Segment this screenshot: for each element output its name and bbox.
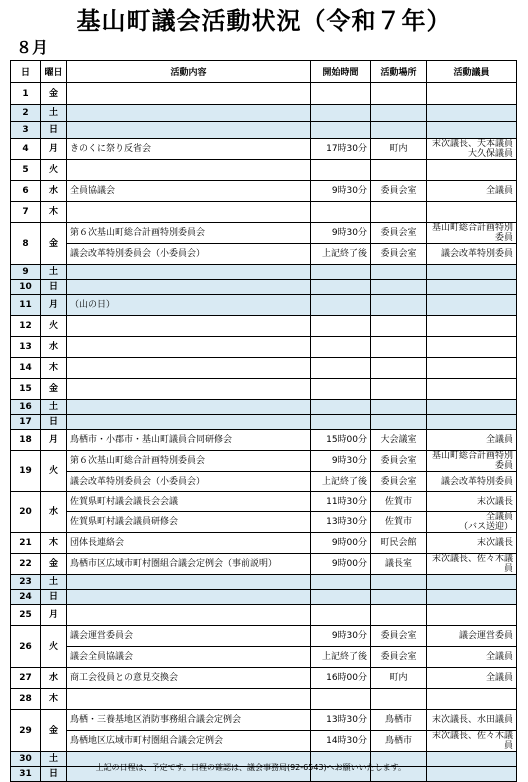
place-cell — [371, 105, 427, 122]
day-cell: 6 — [11, 181, 41, 202]
place-cell: 町民会館 — [371, 533, 427, 554]
table-row — [11, 105, 517, 122]
day-cell: 26 — [11, 626, 41, 668]
members-cell — [427, 122, 517, 139]
table-row — [11, 83, 517, 105]
activity-cell — [67, 689, 311, 710]
day-cell: 14 — [11, 358, 41, 379]
weekday-cell: 日 — [41, 767, 67, 782]
table-row — [11, 451, 517, 472]
table-row — [11, 358, 517, 379]
place-cell: 委員会室 — [371, 181, 427, 202]
table-row — [11, 492, 517, 512]
weekday-cell: 月 — [41, 295, 67, 316]
table-row — [11, 605, 517, 626]
schedule-body — [11, 83, 517, 782]
members-cell — [427, 358, 517, 379]
members-cell — [427, 337, 517, 358]
table-row — [11, 689, 517, 710]
members-cell — [427, 400, 517, 415]
table-row — [11, 181, 517, 202]
header-place: 活動場所 — [371, 61, 427, 83]
table-row — [11, 575, 517, 590]
members-cell — [427, 280, 517, 295]
start-time-cell: 13時30分 — [311, 710, 371, 731]
members-cell — [427, 316, 517, 337]
activity-cell: 第６次基山町総合計画特別委員会 — [67, 223, 311, 244]
place-cell — [371, 415, 427, 430]
weekday-cell: 土 — [41, 400, 67, 415]
weekday-cell: 土 — [41, 752, 67, 767]
table-row — [11, 668, 517, 689]
day-cell: 31 — [11, 767, 41, 782]
table-row — [11, 244, 517, 265]
members-cell: 議会改革特別委員 — [427, 472, 517, 492]
day-cell: 18 — [11, 430, 41, 451]
day-cell: 1 — [11, 83, 41, 105]
members-cell: 末次議長、水田議員 — [427, 710, 517, 731]
table-row — [11, 590, 517, 605]
place-cell — [371, 202, 427, 223]
place-cell: 佐賀市 — [371, 512, 427, 533]
members-cell — [427, 767, 517, 782]
members-cell — [427, 265, 517, 280]
start-time-cell — [311, 83, 371, 105]
weekday-cell: 月 — [41, 139, 67, 160]
activity-cell: 議会改革特別委員会（小委員会） — [67, 244, 311, 265]
table-row — [11, 316, 517, 337]
activity-cell — [67, 337, 311, 358]
weekday-cell: 水 — [41, 337, 67, 358]
weekday-cell: 火 — [41, 451, 67, 492]
place-cell — [371, 575, 427, 590]
place-cell: 鳥栖市 — [371, 710, 427, 731]
start-time-cell — [311, 295, 371, 316]
table-row — [11, 337, 517, 358]
activity-cell: 鳥栖・三養基地区消防事務組合議会定例会 — [67, 710, 311, 731]
weekday-cell: 火 — [41, 316, 67, 337]
start-time-cell: 17時30分 — [311, 139, 371, 160]
start-time-cell — [311, 105, 371, 122]
place-cell — [371, 316, 427, 337]
activity-cell — [67, 400, 311, 415]
place-cell — [371, 83, 427, 105]
table-row — [11, 202, 517, 223]
header-start-time: 開始時間 — [311, 61, 371, 83]
members-cell — [427, 202, 517, 223]
activity-cell — [67, 590, 311, 605]
activity-cell — [67, 160, 311, 181]
start-time-cell — [311, 605, 371, 626]
activity-cell: 佐賀県町村議会議長会会議 — [67, 492, 311, 512]
members-cell: 議会運営委員 — [427, 626, 517, 647]
members-cell — [427, 160, 517, 181]
start-time-cell: 上記終了後 — [311, 472, 371, 492]
place-cell — [371, 590, 427, 605]
table-row — [11, 265, 517, 280]
members-cell — [427, 415, 517, 430]
activity-cell — [67, 358, 311, 379]
table-row — [11, 280, 517, 295]
day-cell: 13 — [11, 337, 41, 358]
place-cell — [371, 280, 427, 295]
table-row — [11, 223, 517, 244]
page-title: 基山町議会活動状況（令和７年） — [76, 7, 452, 35]
start-time-cell — [311, 575, 371, 590]
day-cell: 22 — [11, 554, 41, 575]
members-cell: 末次議長 — [427, 533, 517, 554]
day-cell: 19 — [11, 451, 41, 492]
activity-cell: 全員協議会 — [67, 181, 311, 202]
table-header-row — [11, 61, 517, 83]
members-cell: 全議員 — [427, 430, 517, 451]
members-cell — [427, 575, 517, 590]
day-cell: 29 — [11, 710, 41, 752]
start-time-cell: 14時30分 — [311, 731, 371, 752]
start-time-cell — [311, 379, 371, 400]
activity-cell: 議会全員協議会 — [67, 647, 311, 668]
weekday-cell: 日 — [41, 280, 67, 295]
start-time-cell — [311, 337, 371, 358]
members-cell: 議会改革特別委員 — [427, 244, 517, 265]
activity-cell: きのくに祭り反省会 — [67, 139, 311, 160]
day-cell: 2 — [11, 105, 41, 122]
weekday-cell: 土 — [41, 265, 67, 280]
month-label: ８月 — [16, 38, 49, 57]
weekday-cell: 金 — [41, 379, 67, 400]
start-time-cell: 9時30分 — [311, 223, 371, 244]
members-cell: 全議員 — [427, 181, 517, 202]
activity-cell: 商工会役員との意見交換会 — [67, 668, 311, 689]
activity-cell — [67, 83, 311, 105]
members-cell — [427, 295, 517, 316]
table-row — [11, 626, 517, 647]
table-row — [11, 400, 517, 415]
day-cell: 30 — [11, 752, 41, 767]
start-time-cell — [311, 689, 371, 710]
table-row — [11, 533, 517, 554]
activity-cell — [67, 605, 311, 626]
place-cell — [371, 400, 427, 415]
members-cell: 全議員 （バス送迎） — [427, 512, 517, 533]
weekday-cell: 土 — [41, 575, 67, 590]
start-time-cell — [311, 400, 371, 415]
members-cell — [427, 590, 517, 605]
activity-cell — [67, 415, 311, 430]
table-row — [11, 647, 517, 668]
members-cell — [427, 689, 517, 710]
start-time-cell — [311, 415, 371, 430]
footer-note: 上記の日程は、予定です。日程の確認は、議会事務局(92-6543)へお願いいたします。 — [95, 763, 406, 772]
start-time-cell: 9時00分 — [311, 554, 371, 575]
place-cell: 佐賀市 — [371, 492, 427, 512]
activity-cell — [67, 265, 311, 280]
weekday-cell: 日 — [41, 590, 67, 605]
weekday-cell: 金 — [41, 554, 67, 575]
table-row — [11, 472, 517, 492]
place-cell: 鳥栖市 — [371, 731, 427, 752]
day-cell: 16 — [11, 400, 41, 415]
day-cell: 5 — [11, 160, 41, 181]
day-cell: 11 — [11, 295, 41, 316]
place-cell: 町内 — [371, 668, 427, 689]
start-time-cell: 9時30分 — [311, 451, 371, 472]
members-cell — [427, 605, 517, 626]
day-cell: 17 — [11, 415, 41, 430]
start-time-cell — [311, 316, 371, 337]
start-time-cell: 9時30分 — [311, 181, 371, 202]
weekday-cell: 火 — [41, 626, 67, 668]
weekday-cell: 水 — [41, 492, 67, 533]
start-time-cell: 11時30分 — [311, 492, 371, 512]
start-time-cell: 9時00分 — [311, 533, 371, 554]
start-time-cell — [311, 358, 371, 379]
start-time-cell: 9時30分 — [311, 626, 371, 647]
activity-cell: 第６次基山町総合計画特別委員会 — [67, 451, 311, 472]
activity-cell: 鳥栖地区広域市町村圏組合議会定例会 — [67, 731, 311, 752]
start-time-cell: 13時30分 — [311, 512, 371, 533]
schedule-table — [10, 60, 517, 782]
place-cell: 議長室 — [371, 554, 427, 575]
weekday-cell: 水 — [41, 668, 67, 689]
table-row — [11, 122, 517, 139]
activity-cell: 佐賀県町村議会議員研修会 — [67, 512, 311, 533]
start-time-cell: 16時00分 — [311, 668, 371, 689]
activity-cell — [67, 122, 311, 139]
day-cell: 24 — [11, 590, 41, 605]
activity-cell: 鳥栖市・小郡市・基山町議員合同研修会 — [67, 430, 311, 451]
day-cell: 28 — [11, 689, 41, 710]
activity-cell — [67, 379, 311, 400]
activity-cell: 鳥栖市区広域市町村圏組合議会定例会（事前説明） — [67, 554, 311, 575]
activity-cell: （山の日） — [67, 295, 311, 316]
weekday-cell: 日 — [41, 415, 67, 430]
place-cell: 委員会室 — [371, 626, 427, 647]
members-cell — [427, 379, 517, 400]
start-time-cell — [311, 265, 371, 280]
place-cell: 委員会室 — [371, 244, 427, 265]
members-cell — [427, 83, 517, 105]
day-cell: 8 — [11, 223, 41, 265]
activity-cell — [67, 280, 311, 295]
day-cell: 23 — [11, 575, 41, 590]
place-cell — [371, 337, 427, 358]
activity-cell: 議会運営委員会 — [67, 626, 311, 647]
start-time-cell: 15時00分 — [311, 430, 371, 451]
weekday-cell: 土 — [41, 105, 67, 122]
members-cell: 末次議長、天本議員 大久保議員 — [427, 139, 517, 160]
activity-cell — [67, 202, 311, 223]
header-members: 活動議員 — [427, 61, 517, 83]
place-cell: 委員会室 — [371, 472, 427, 492]
weekday-cell: 月 — [41, 430, 67, 451]
day-cell: 25 — [11, 605, 41, 626]
table-row — [11, 415, 517, 430]
activity-cell: 団体長連絡会 — [67, 533, 311, 554]
place-cell: 委員会室 — [371, 647, 427, 668]
place-cell — [371, 265, 427, 280]
place-cell: 町内 — [371, 139, 427, 160]
weekday-cell: 火 — [41, 160, 67, 181]
weekday-cell: 木 — [41, 358, 67, 379]
members-cell: 全議員 — [427, 668, 517, 689]
table-row — [11, 731, 517, 752]
members-cell: 基山町総合計画特別委員 — [427, 223, 517, 244]
place-cell — [371, 358, 427, 379]
day-cell: 10 — [11, 280, 41, 295]
start-time-cell: 上記終了後 — [311, 244, 371, 265]
day-cell: 12 — [11, 316, 41, 337]
start-time-cell — [311, 280, 371, 295]
table-row — [11, 430, 517, 451]
day-cell: 4 — [11, 139, 41, 160]
place-cell — [371, 605, 427, 626]
weekday-cell: 木 — [41, 202, 67, 223]
weekday-cell: 金 — [41, 83, 67, 105]
start-time-cell — [311, 160, 371, 181]
day-cell: 15 — [11, 379, 41, 400]
header-day: 日 — [11, 61, 41, 83]
weekday-cell: 日 — [41, 122, 67, 139]
members-cell — [427, 752, 517, 767]
table-row — [11, 512, 517, 533]
activity-cell — [67, 575, 311, 590]
place-cell — [371, 689, 427, 710]
activity-cell — [67, 105, 311, 122]
members-cell: 末次議長 — [427, 492, 517, 512]
header-weekday: 曜日 — [41, 61, 67, 83]
header-activity: 活動内容 — [67, 61, 311, 83]
table-row — [11, 554, 517, 575]
place-cell: 委員会室 — [371, 223, 427, 244]
day-cell: 27 — [11, 668, 41, 689]
start-time-cell — [311, 202, 371, 223]
activity-cell — [67, 316, 311, 337]
weekday-cell: 水 — [41, 181, 67, 202]
place-cell — [371, 379, 427, 400]
place-cell: 大会議室 — [371, 430, 427, 451]
weekday-cell: 木 — [41, 533, 67, 554]
members-cell: 全議員 — [427, 647, 517, 668]
start-time-cell — [311, 590, 371, 605]
day-cell: 20 — [11, 492, 41, 533]
place-cell — [371, 122, 427, 139]
day-cell: 9 — [11, 265, 41, 280]
members-cell: 末次議長、佐々木議員 — [427, 731, 517, 752]
table-row — [11, 710, 517, 731]
table-row — [11, 160, 517, 181]
place-cell — [371, 160, 427, 181]
weekday-cell: 木 — [41, 689, 67, 710]
start-time-cell — [311, 122, 371, 139]
members-cell — [427, 105, 517, 122]
table-row — [11, 139, 517, 160]
members-cell: 基山町総合計画特別委員 — [427, 451, 517, 472]
activity-cell: 議会改革特別委員会（小委員会） — [67, 472, 311, 492]
day-cell: 7 — [11, 202, 41, 223]
table-row — [11, 379, 517, 400]
start-time-cell: 上記終了後 — [311, 647, 371, 668]
weekday-cell: 金 — [41, 223, 67, 265]
day-cell: 3 — [11, 122, 41, 139]
day-cell: 21 — [11, 533, 41, 554]
weekday-cell: 金 — [41, 710, 67, 752]
table-row — [11, 295, 517, 316]
place-cell — [371, 295, 427, 316]
members-cell: 末次議長、佐々木議員 — [427, 554, 517, 575]
weekday-cell: 月 — [41, 605, 67, 626]
place-cell: 委員会室 — [371, 451, 427, 472]
